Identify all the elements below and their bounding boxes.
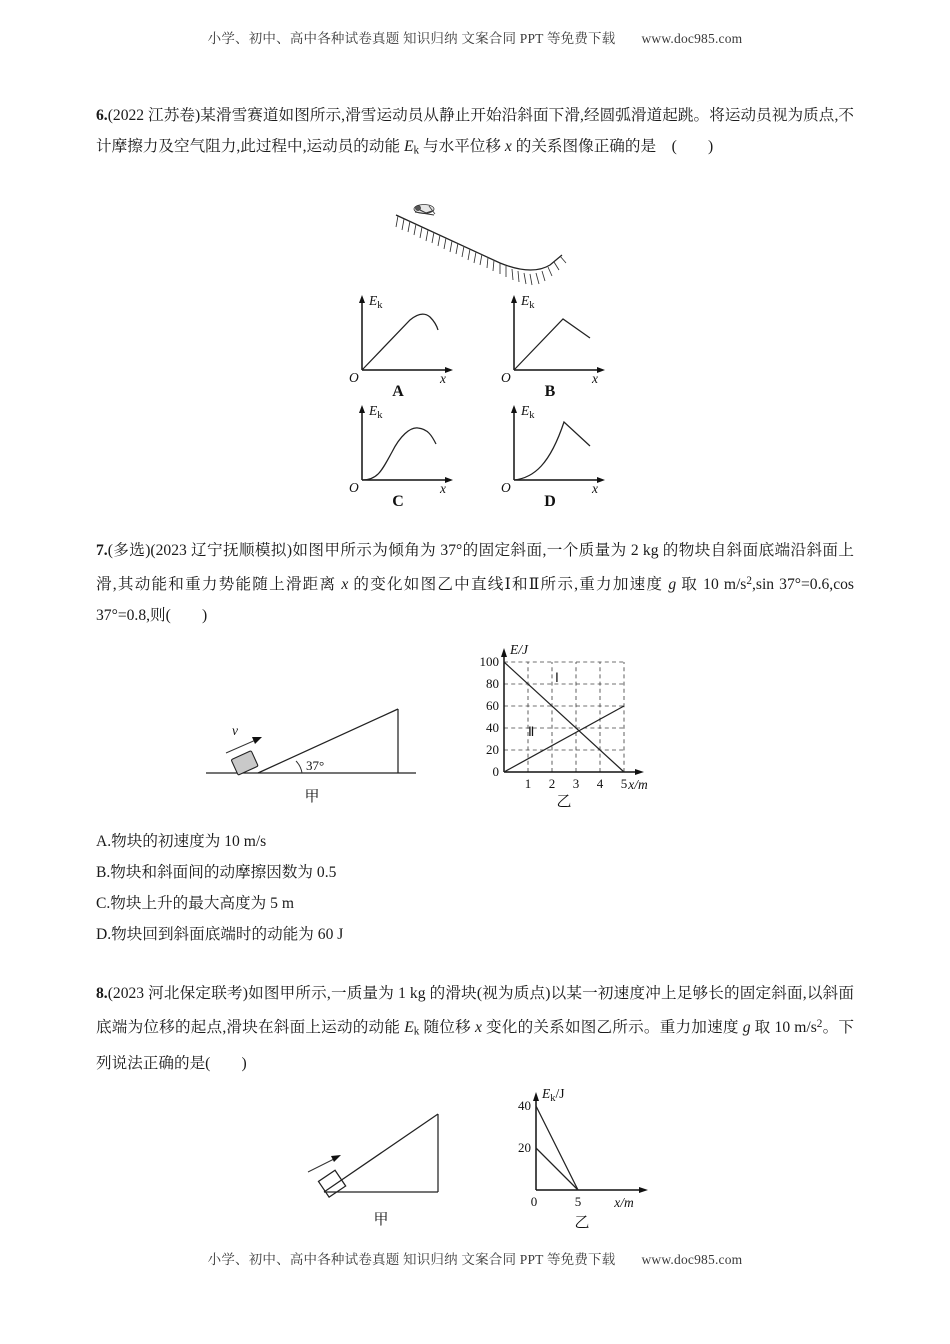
question-6-body-2: 与水平位移 <box>419 138 505 155</box>
block-shape <box>231 751 258 776</box>
option-c-graph <box>349 403 453 510</box>
d-y-arrow <box>511 405 517 413</box>
question-7-number: 7. <box>96 542 108 559</box>
question-8-var-g: g <box>742 1019 751 1037</box>
question-7-incline-figure <box>196 693 431 808</box>
question-8-graph-figure <box>496 1082 691 1232</box>
question-7-var-x: x <box>341 576 349 594</box>
question-8-var-ek-sub: k <box>413 1025 420 1038</box>
question-6-source: (2022 江苏卷) <box>107 107 201 124</box>
q7-label-I: Ⅰ <box>555 670 559 685</box>
b-y-arrow <box>511 295 517 303</box>
question-8-body-4: 取 10 m/s <box>750 1019 817 1037</box>
c-origin-label: O <box>349 480 359 495</box>
question-7-options <box>96 826 854 950</box>
q7-line-I <box>504 662 624 772</box>
q7-ytick-80: 80 <box>486 676 499 691</box>
question-7-body-4: ,sin 37°=0.6,cos 37°=0.8,则( ) <box>96 576 854 625</box>
q7-ytick-0: 0 <box>492 764 499 779</box>
option-graphs-svg <box>340 292 630 510</box>
question-8-source: (2023 河北保定联考) <box>107 985 248 1002</box>
question-7-tag: (多选) <box>107 542 151 559</box>
question-7-source: (2023 辽宁抚顺模拟) <box>150 542 293 559</box>
question-7 <box>96 535 854 631</box>
d-y-label: $E_k$ <box>521 403 535 421</box>
q8-graph-caption: 乙 <box>574 1215 590 1231</box>
d-curve <box>514 422 590 480</box>
q8-line-20 <box>536 1148 578 1190</box>
q8-arrow-head <box>331 1155 341 1162</box>
d-origin-label: O <box>501 480 511 495</box>
q7-graph-svg <box>452 640 668 808</box>
q7-xtick-3: 3 <box>572 776 580 791</box>
q8-incline-caption: 甲 <box>373 1212 389 1228</box>
d-option-letter: D <box>544 493 556 510</box>
question-8-var-x: x <box>474 1019 482 1037</box>
question-7-body-2: 的变化如图乙中直线Ⅰ和Ⅱ所示,重力加速度 <box>348 576 669 594</box>
question-7-option-a[interactable]: A.物块的初速度为 10 m/s <box>96 833 267 850</box>
grid-horizontal <box>504 662 624 750</box>
question-6-body-1: 某滑雪赛道如图所示,滑雪运动员从静止开始沿斜面下滑,经圆弧滑道起跳。将运动员视为质点,不计摩擦力及空气阻力,此过程中,运动员的动能 <box>96 107 854 155</box>
b-y-label: $E_k$ <box>521 293 535 311</box>
q7-line-II <box>504 706 624 772</box>
question-7-body-3: 取 10 m/s <box>676 576 747 594</box>
velocity-label: v <box>232 723 238 738</box>
question-7-graph-figure <box>452 640 668 808</box>
c-option-letter: C <box>392 493 404 510</box>
b-origin-label: O <box>501 370 511 385</box>
question-7-var-g: g <box>668 576 677 594</box>
question-8-body-1: 如图甲所示,一质量为 1 kg 的滑块(视为质点)以某一初速度冲上足够长的固定斜面,以斜面底端为位移的起点,滑块在斜面上运动的动能 <box>96 985 854 1037</box>
footer-url: www.doc985.com <box>641 1252 743 1267</box>
q8-line-40 <box>536 1106 578 1190</box>
q7-ytick-60: 60 <box>486 698 499 713</box>
q7-y-arrow <box>501 648 507 657</box>
q7-incline-caption: 甲 <box>304 789 320 805</box>
question-8-sup: 2 <box>816 1018 823 1030</box>
question-7-text <box>96 535 854 631</box>
grid-vertical <box>528 662 624 772</box>
question-8-body-2: 随位移 <box>419 1019 475 1037</box>
c-x-label: x <box>440 481 446 496</box>
d-x-label: x <box>592 481 598 496</box>
q8-ytick-40: 40 <box>518 1098 531 1113</box>
incline-surface <box>258 709 398 773</box>
q7-x-arrow <box>635 769 644 775</box>
page-footer <box>0 1248 950 1268</box>
a-y-label: $E_k$ <box>369 293 383 311</box>
q8-xtick-5: 5 <box>574 1194 582 1209</box>
skier-icon <box>414 205 435 216</box>
question-6 <box>96 100 854 166</box>
q8-y-axis-label: $E_k/J$ <box>542 1086 565 1104</box>
a-x-label: x <box>440 371 446 386</box>
question-7-option-b[interactable]: B.物块和斜面间的动摩擦因数为 0.5 <box>96 864 337 881</box>
ski-ramp-svg <box>382 203 602 289</box>
c-y-label: $E_k$ <box>369 403 383 421</box>
c-x-arrow <box>445 477 453 483</box>
q7-y-axis-label: E/J <box>510 642 528 657</box>
option-b-graph <box>501 293 605 400</box>
question-7-body-1: 如图甲所示为倾角为 37°的固定斜面,一个质量为 2 kg 的物块自斜面底端沿斜面上滑,其动能和重力势能随上滑距离 <box>96 542 854 594</box>
question-7-option-d[interactable]: D.物块回到斜面底端时的动能为 60 J <box>96 926 344 943</box>
b-x-arrow <box>597 367 605 373</box>
velocity-arrow-line <box>226 739 258 753</box>
q8-block-shape <box>318 1170 345 1197</box>
a-curve <box>362 314 438 370</box>
question-6-text <box>96 100 854 166</box>
angle-label: 37° <box>306 758 325 773</box>
a-option-letter: A <box>392 383 404 400</box>
q8-ytick-20: 20 <box>518 1140 531 1155</box>
q7-ytick-40: 40 <box>486 720 499 735</box>
slope-line <box>396 215 562 270</box>
q7-xtick-2: 2 <box>548 776 556 791</box>
question-7-sup: 2 <box>746 575 752 587</box>
b-curve <box>514 319 590 370</box>
footer-text: 小学、初中、高中各种试卷真题 知识归纳 文案合同 PPT 等免费下载 <box>207 1252 616 1267</box>
q7-ytick-20: 20 <box>486 742 499 757</box>
option-d-graph <box>501 403 605 510</box>
q8-y-arrow <box>533 1092 539 1101</box>
q7-graph-caption: 乙 <box>556 794 572 810</box>
question-6-body-3: 的关系图像正确的是 ( ) <box>511 138 714 155</box>
c-y-arrow <box>359 405 365 413</box>
header-url: www.doc985.com <box>641 31 743 46</box>
q7-xtick-1: 1 <box>524 776 532 791</box>
question-8-body-3: 变化的关系如图乙所示。重力加速度 <box>481 1019 743 1037</box>
question-8-body-5: 。下列说法正确的是( ) <box>96 1019 854 1072</box>
q7-incline-svg <box>196 693 431 808</box>
c-curve <box>362 428 436 480</box>
angle-arc <box>296 761 302 773</box>
b-x-label: x <box>592 371 598 386</box>
q7-x-axis-label: x/m <box>628 777 648 792</box>
question-6-var-ek-sub: k <box>413 144 420 157</box>
ski-ramp-figure <box>382 203 602 289</box>
q8-x-axis-label: x/m <box>614 1195 634 1210</box>
b-option-letter: B <box>544 383 556 400</box>
header-text: 小学、初中、高中各种试卷真题 知识归纳 文案合同 PPT 等免费下载 <box>207 31 616 46</box>
question-8-text <box>96 978 854 1079</box>
question-8-var-ek: E <box>404 1019 414 1037</box>
a-x-arrow <box>445 367 453 373</box>
q8-arrow-line <box>308 1158 336 1172</box>
option-a-graph <box>349 293 453 400</box>
question-6-option-figures <box>340 292 630 510</box>
page-header <box>0 27 950 47</box>
q7-xtick-5: 5 <box>620 776 628 791</box>
question-8-incline-figure <box>286 1100 476 1232</box>
q8-x-arrow <box>639 1187 648 1193</box>
q7-label-II: Ⅱ <box>528 724 535 739</box>
q8-graph-svg <box>496 1082 691 1232</box>
q7-xtick-4: 4 <box>596 776 604 791</box>
question-7-option-c[interactable]: C.物块上升的最大高度为 5 m <box>96 895 294 912</box>
q7-ytick-100: 100 <box>479 654 499 669</box>
question-8-number: 8. <box>96 985 108 1002</box>
q8-xtick-0: 0 <box>530 1194 538 1209</box>
question-8 <box>96 978 854 1079</box>
question-6-var-ek: E <box>403 138 414 155</box>
a-y-arrow <box>359 295 365 303</box>
question-6-number: 6. <box>96 107 108 124</box>
a-origin-label: O <box>349 370 359 385</box>
question-6-var-x: x <box>504 138 512 155</box>
d-x-arrow <box>597 477 605 483</box>
q8-incline-svg <box>286 1100 476 1232</box>
velocity-arrow-head <box>252 737 262 744</box>
